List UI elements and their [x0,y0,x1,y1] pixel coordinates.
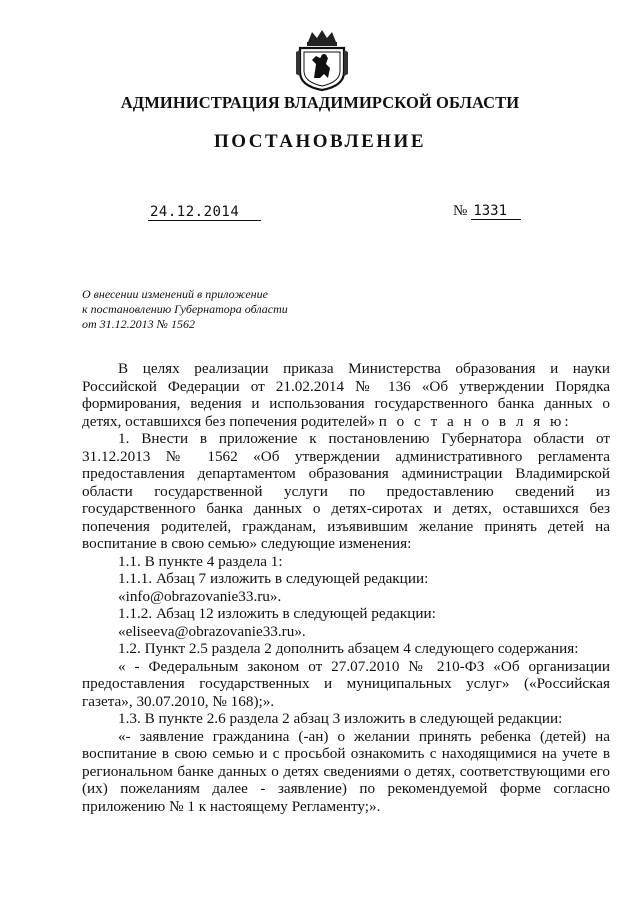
number-sign: № [453,203,468,219]
email-eliseeva-paragraph: «eliseeva@obrazovanie33.ru». [118,622,306,640]
email-info-paragraph: «info@obrazovanie33.ru». [118,587,282,605]
document-body [82,360,610,815]
federal-law-paragraph: « - Федеральным законом от 27.07.2010 № 210-ФЗ «Об организации предоставления государственных и муниципальных услуг» («Российская газета», 30.07.2010, № 168);». [82,657,610,710]
item-1-1-2-paragraph: 1.1.2. Абзац 12 изложить в следующей редакции: [118,605,436,622]
item-1-2-paragraph: 1.2. Пункт 2.5 раздела 2 дополнить абзацем 4 следующего содержания: [118,640,579,657]
document-date: 24.12.2014 [148,204,261,221]
document-number-block [453,203,521,220]
coat-of-arms-emblem [294,28,350,92]
preamble-paragraph: В целях реализации приказа Министерства образования и науки Российской Федерации от 21.02.2014 № 136 «Об утверждении Порядка формирования, ведения и использования государственного банка данных о детях, оставшихся без попечения родителей» п о с т а н о в л я ю: [82,360,610,430]
item-1-1-1-paragraph: 1.1.1. Абзац 7 изложить в следующей редакции: [118,570,429,587]
item-1-3-paragraph: 1.3. В пункте 2.6 раздела 2 абзац 3 изложить в следующей редакции: [118,710,563,727]
document-number: 1331 [471,203,521,220]
item-1-paragraph: 1. Внести в приложение к постановлению Губернатора области от 31.12.2013 № 1562 «Об утверждении административного регламента предоставления департаментом образования администрации Владимирской области государственной услуги по предоставлению сведений из государственного банка данных о детях-сиротах и детях, оставшихся без попечения родителей, гражданам, изъявившим желание принять детей на воспитание в свою семью» следующие изменения: [82,430,610,552]
application-paragraph: «- заявление гражданина (-ан) о желании принять ребенка (детей) на воспитание в свою семью и с просьбой ознакомить с находящимися на учете в региональном банке данных о детях сведениями о детях, соответствующими его (их) пожеланиям далее - заявление) по рекомендуемой форме согласно приложению № 1 к настоящему Регламенту;». [82,727,610,815]
subject-block [82,287,342,332]
resolve-word: п о с т а н о в л я ю: [378,412,572,430]
subject-line: от 31.12.2013 № 1562 [82,317,195,331]
item-1-1-paragraph: 1.1. В пункте 4 раздела 1: [118,552,283,570]
document-type: ПОСТАНОВЛЕНИЕ [213,131,427,152]
organization-title: АДМИНИСТРАЦИЯ ВЛАДИМИРСКОЙ ОБЛАСТИ [120,93,520,112]
subject-line: к постановлению Губернатора области [82,302,288,316]
subject-line: О внесении изменений в приложение [82,287,268,301]
